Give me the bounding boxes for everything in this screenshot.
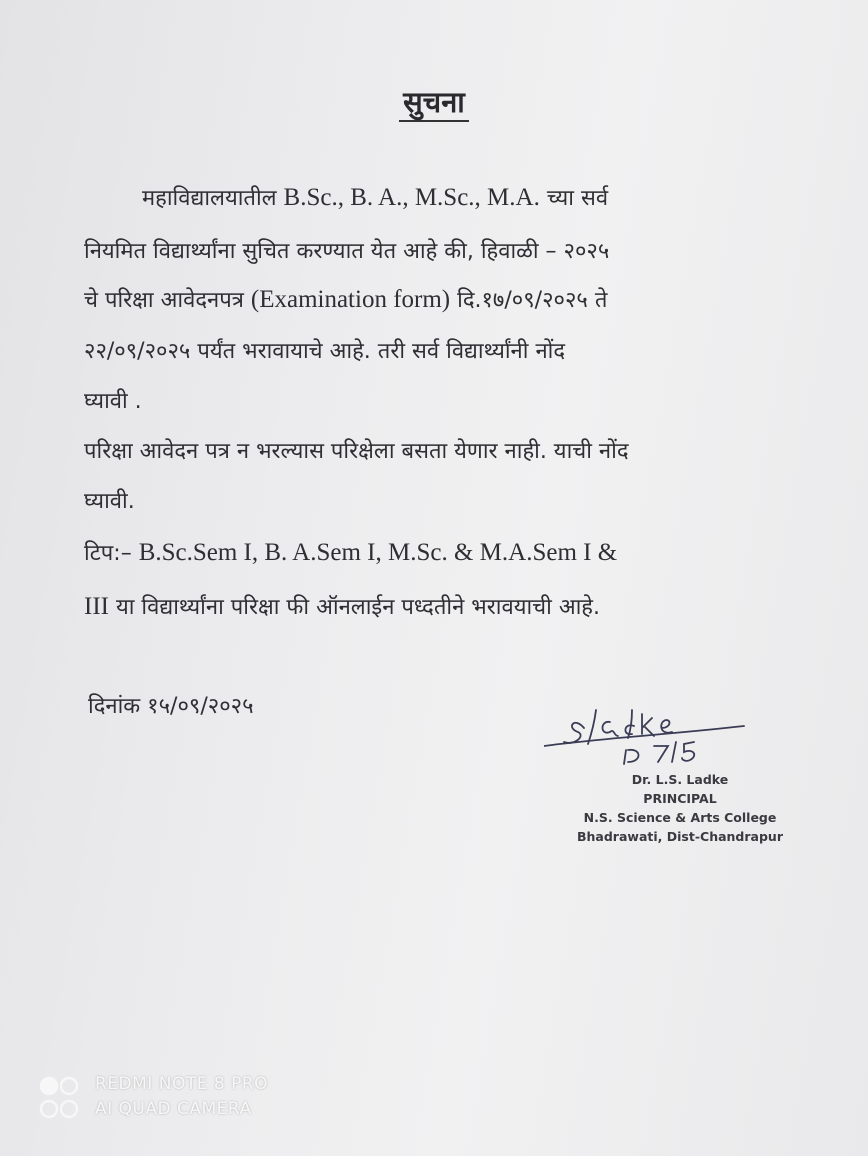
signatory-designation: PRINCIPAL [643,791,717,806]
notice-line-2: नियमित विद्यार्थ्यांना सुचित करण्यात येत आहे की, हिवाळी – २०२५ [84,239,610,264]
camera-logo-icon [38,1074,82,1120]
notice-line-5: घ्यावी . [84,389,142,414]
watermark-line-2: AI QUAD CAMERA [95,1099,252,1119]
notice-note-line: टिप:– B.Sc.Sem I, B. A.Sem I, M.Sc. & M.A.Sem I & [84,539,618,566]
notice-line-4: २२/०९/२०२५ पर्यंत भरावायाचे आहे. तरी सर्व विद्यार्थ्यांनी नोंद [84,339,566,364]
watermark-line-1: REDMI NOTE 8 PRO [95,1074,269,1094]
handwritten-signature [544,698,754,768]
notice-line-7: घ्यावी. [84,489,135,514]
notice-line-3: चे परिक्षा आवेदनपत्र (Examination form) दि.१७/०९/२०२५ ते [84,286,608,313]
notice-line-6: परिक्षा आवेदन पत्र न भरल्यास परिक्षेला बसता येणार नाही. याची नोंद [84,439,629,464]
signatory-name: Dr. L.S. Ladke [631,772,729,787]
notice-line-1: महाविद्यालयातील B.Sc., B. A., M.Sc., M.A. च्या सर्व [142,184,609,211]
date-line: दिनांक १५/०९/२०२५ [88,694,254,719]
notice-note-line-2: III या विद्यार्थ्यांना परिक्षा फी ऑनलाईन पध्दतीने भरावयाची आहे. [84,593,600,620]
college-address: Bhadrawati, Dist-Chandrapur [577,829,783,844]
college-name: N.S. Science & Arts College [583,810,777,825]
notice-title: सुचना [0,82,868,121]
